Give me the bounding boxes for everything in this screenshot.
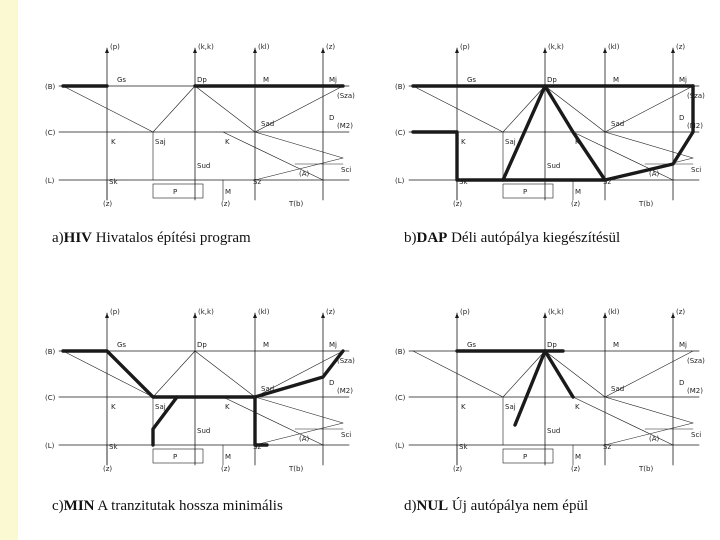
caption-c	[52, 498, 283, 515]
network-link-2	[503, 351, 545, 397]
label-k: K	[461, 138, 466, 146]
label-sk: Sk	[459, 178, 468, 186]
axis-arrow-up	[603, 48, 607, 53]
axis-arrow-up	[671, 48, 675, 53]
caption-text: Új autópálya nem épül	[448, 498, 589, 514]
network-link-7	[605, 397, 693, 423]
label-z: (z)	[676, 43, 686, 51]
network-link-2	[503, 86, 545, 132]
label-c: (C)	[45, 394, 56, 402]
label-a: (A)	[649, 170, 660, 178]
label-m2: (M2)	[687, 122, 703, 130]
label-p: (p)	[460, 43, 470, 51]
label-tb: T(b)	[639, 200, 654, 208]
label-ki: K	[225, 138, 230, 146]
label-kk: (k,k)	[198, 308, 214, 316]
caption-code: DAP	[416, 230, 448, 246]
label-sud: Sud	[547, 427, 561, 435]
label-kl: (kl)	[608, 308, 620, 316]
label-saj: Saj	[155, 403, 166, 411]
label-kl: (kl)	[258, 43, 270, 51]
label-ki: K	[575, 403, 580, 411]
label-d: D	[329, 379, 335, 387]
axis-arrow-up	[455, 48, 459, 53]
service-box	[153, 184, 203, 198]
label-sza: (Sza)	[337, 357, 355, 365]
label-kl: (kl)	[258, 308, 270, 316]
label-gs: Gs	[117, 341, 127, 349]
axis-arrow-up	[321, 48, 325, 53]
label-m3: M	[225, 188, 232, 196]
label-tb: T(b)	[289, 465, 304, 473]
label-m: M	[263, 76, 270, 84]
caption-prefix: b)	[404, 230, 417, 246]
label-sci: Sci	[691, 166, 702, 174]
label-gs: Gs	[467, 76, 477, 84]
caption-b	[404, 230, 620, 247]
label-zc: (z)	[221, 465, 231, 473]
label-k: K	[111, 138, 116, 146]
label-saj: Saj	[505, 403, 516, 411]
label-sk: Sk	[109, 443, 118, 451]
label-p2: P	[173, 188, 178, 196]
label-l: (L)	[395, 177, 405, 185]
label-zc: (z)	[571, 465, 581, 473]
label-p: (p)	[110, 308, 120, 316]
network-link-3	[545, 86, 605, 132]
diagram-panel-d	[395, 305, 715, 480]
service-box	[503, 449, 553, 463]
label-c: (C)	[395, 129, 406, 137]
network-link-2	[153, 86, 195, 132]
label-m: M	[263, 341, 270, 349]
label-zc: (z)	[571, 200, 581, 208]
axis-arrow-up	[543, 48, 547, 53]
label-dp: Dp	[197, 76, 207, 84]
network-link-1	[63, 351, 153, 397]
label-sud: Sud	[197, 427, 211, 435]
label-saj: Saj	[505, 138, 516, 146]
axis-arrow-up	[253, 313, 257, 318]
axis-arrow-up	[671, 313, 675, 318]
label-d: D	[679, 379, 685, 387]
label-zb: (z)	[453, 200, 463, 208]
label-sz: Sz	[603, 178, 612, 186]
label-a: (A)	[649, 435, 660, 443]
label-a: (A)	[299, 435, 310, 443]
label-m2: (M2)	[687, 387, 703, 395]
label-sci: Sci	[341, 431, 352, 439]
network-link-3	[545, 351, 605, 397]
label-p: (p)	[110, 43, 120, 51]
label-kk: (k,k)	[548, 308, 564, 316]
axis-arrow-up	[253, 48, 257, 53]
label-sz: Sz	[253, 443, 262, 451]
label-mj: Mj	[329, 76, 337, 84]
label-kk: (k,k)	[548, 43, 564, 51]
label-ki: K	[225, 403, 230, 411]
axis-arrow-up	[105, 313, 109, 318]
label-tb: T(b)	[639, 465, 654, 473]
network-link-7	[255, 132, 343, 158]
label-sad: Sad	[611, 120, 625, 128]
label-l: (L)	[45, 442, 55, 450]
label-d: D	[679, 114, 685, 122]
axis-arrow-up	[105, 48, 109, 53]
network-link-3	[195, 86, 255, 132]
label-zc: (z)	[221, 200, 231, 208]
label-sad: Sad	[261, 120, 275, 128]
label-sud: Sud	[547, 162, 561, 170]
label-m3: M	[225, 453, 232, 461]
diagram-panel-b	[395, 40, 715, 215]
label-a: (A)	[299, 170, 310, 178]
route-segment-2	[515, 351, 573, 425]
label-sad: Sad	[611, 385, 625, 393]
label-zb: (z)	[103, 200, 113, 208]
service-box	[153, 449, 203, 463]
network-link-1	[413, 351, 503, 397]
label-ki: K	[575, 138, 580, 146]
label-m: M	[613, 76, 620, 84]
label-sud: Sud	[197, 162, 211, 170]
caption-text: Déli autópálya kiegészítésül	[447, 230, 621, 246]
label-z: (z)	[676, 308, 686, 316]
label-gs: Gs	[467, 341, 477, 349]
label-b: (B)	[45, 348, 56, 356]
label-dp: Dp	[197, 341, 207, 349]
caption-code: HIV	[63, 230, 92, 246]
label-sci: Sci	[341, 166, 352, 174]
label-z: (z)	[326, 308, 336, 316]
axis-arrow-up	[603, 313, 607, 318]
caption-prefix: a)	[52, 230, 64, 246]
network-link-1	[413, 86, 503, 132]
label-k: K	[111, 403, 116, 411]
caption-d	[404, 498, 588, 515]
diagram-panel-a	[45, 40, 365, 215]
label-p: (p)	[460, 308, 470, 316]
network-link-2	[153, 351, 195, 397]
label-k: K	[461, 403, 466, 411]
diagram-panel-c	[45, 305, 365, 480]
label-dp: Dp	[547, 341, 557, 349]
label-sz: Sz	[603, 443, 612, 451]
label-m3: M	[575, 188, 582, 196]
label-kl: (kl)	[608, 43, 620, 51]
label-b: (B)	[45, 83, 56, 91]
axis-arrow-up	[321, 313, 325, 318]
label-c: (C)	[45, 129, 56, 137]
label-sk: Sk	[459, 443, 468, 451]
axis-arrow-up	[193, 313, 197, 318]
network-link-7	[255, 397, 343, 423]
label-l: (L)	[45, 177, 55, 185]
label-m3: M	[575, 453, 582, 461]
caption-prefix: d)	[404, 498, 417, 514]
label-mj: Mj	[329, 341, 337, 349]
caption-code: MIN	[63, 498, 95, 514]
label-m2: (M2)	[337, 387, 353, 395]
caption-text: Hivatalos építési program	[92, 230, 251, 246]
label-z: (z)	[326, 43, 336, 51]
label-sza: (Sza)	[337, 92, 355, 100]
label-b: (B)	[395, 83, 406, 91]
caption-text: A tranzitutak hossza minimális	[94, 498, 283, 514]
label-zb: (z)	[453, 465, 463, 473]
label-l: (L)	[395, 442, 405, 450]
caption-a	[52, 230, 251, 247]
label-m: M	[613, 341, 620, 349]
label-mj: Mj	[679, 341, 687, 349]
label-p2: P	[523, 453, 528, 461]
caption-code: NUL	[416, 498, 449, 514]
network-link-1	[63, 86, 153, 132]
label-m2: (M2)	[337, 122, 353, 130]
label-sci: Sci	[691, 431, 702, 439]
label-mj: Mj	[679, 76, 687, 84]
label-tb: T(b)	[289, 200, 304, 208]
label-gs: Gs	[117, 76, 127, 84]
axis-arrow-up	[455, 313, 459, 318]
label-d: D	[329, 114, 335, 122]
label-saj: Saj	[155, 138, 166, 146]
network-link-3	[195, 351, 255, 397]
label-p2: P	[173, 453, 178, 461]
left-background-strip	[0, 0, 18, 540]
label-sad: Sad	[261, 385, 275, 393]
label-kk: (k,k)	[198, 43, 214, 51]
label-c: (C)	[395, 394, 406, 402]
label-sza: (Sza)	[687, 357, 705, 365]
label-sk: Sk	[109, 178, 118, 186]
axis-arrow-up	[193, 48, 197, 53]
label-p2: P	[523, 188, 528, 196]
caption-prefix: c)	[52, 498, 64, 514]
service-box	[503, 184, 553, 198]
label-zb: (z)	[103, 465, 113, 473]
axis-arrow-up	[543, 313, 547, 318]
label-dp: Dp	[547, 76, 557, 84]
route-segment-1	[63, 351, 267, 445]
label-b: (B)	[395, 348, 406, 356]
label-sz: Sz	[253, 178, 262, 186]
label-sza: (Sza)	[687, 92, 705, 100]
